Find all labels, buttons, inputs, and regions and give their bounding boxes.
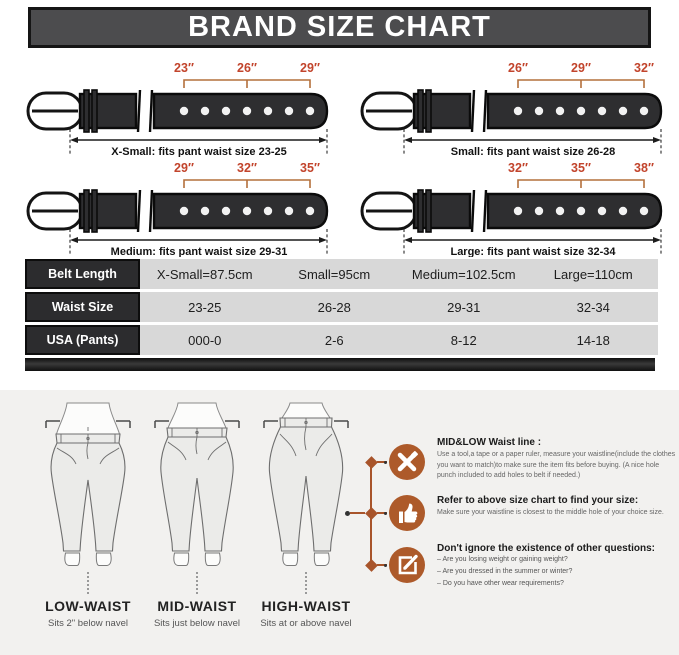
measurement-label: 29″ [300, 61, 320, 75]
belt-illustration [28, 90, 327, 132]
figure-pointer-line [196, 572, 198, 594]
low-waist-jeans-illustration [36, 400, 140, 570]
table-row-belt-length [25, 259, 658, 289]
belt-diagram-small [352, 57, 672, 157]
tip-heading: MID&LOW Waist line : [437, 437, 542, 448]
mid-waist-jeans-illustration [145, 400, 249, 570]
tip-bullet: – Do you have other wear requirements? [437, 579, 564, 587]
row-header: Waist Size [25, 292, 140, 322]
table-cell: Medium=102.5cm [411, 266, 516, 282]
timeline-dot [384, 461, 387, 464]
timeline-left-stub [350, 512, 365, 514]
measurement-label: 32″ [508, 161, 528, 175]
belt-size-label: Large: fits pant waist size 32-34 [450, 246, 616, 257]
timeline-node [365, 559, 378, 572]
belt-diagram-medium [18, 157, 338, 257]
table-cell: Small=95cm [298, 266, 371, 282]
waist-figures [36, 400, 358, 629]
waist-style-description: Sits just below navel [153, 618, 241, 629]
timeline-node [365, 507, 378, 520]
timeline-node [365, 456, 378, 469]
measurement-label: 29″ [174, 161, 194, 175]
thumbs-up-icon [389, 495, 425, 531]
table-cell: Large=110cm [553, 266, 633, 282]
waist-style-description: Sits at or above navel [260, 618, 352, 629]
timeline-dot [345, 511, 350, 516]
figure-high-waist [254, 400, 358, 629]
page-title: BRAND SIZE CHART [188, 11, 491, 43]
belt-illustration [28, 190, 327, 232]
crossed-tools-icon [389, 444, 425, 480]
waist-style-description: Sits 2" below navel [48, 618, 128, 629]
row-header: USA (Pants) [25, 325, 140, 355]
table-cell: 14-18 [576, 332, 610, 348]
measurement-label: 26″ [237, 61, 257, 75]
table-cell: 2-6 [324, 332, 344, 348]
tip-bullet: – Are you losing weight or gaining weight? [437, 556, 568, 563]
measurement-bracket [518, 80, 644, 88]
timeline-dot [384, 564, 387, 567]
measurement-label: 38″ [634, 161, 654, 175]
tip-bullets [437, 554, 677, 590]
row-header: Belt Length [25, 259, 140, 289]
belt-diagram-large [352, 157, 672, 257]
table-row-usa-pants [25, 325, 658, 355]
table-cell: 29-31 [447, 299, 481, 315]
table-cell: 8-12 [450, 332, 477, 348]
figure-pointer-line [87, 572, 89, 594]
measurement-label: 35″ [300, 161, 320, 175]
tip-heading: Don't ignore the existence of other questions: [437, 543, 655, 554]
table-cell: 000-0 [188, 332, 222, 348]
belt-illustration [362, 190, 661, 232]
table-cell: X-Small=87.5cm [156, 266, 253, 282]
tip-other-questions [437, 543, 677, 590]
tip-bullet: – Are you dressed in the summer or winter? [437, 567, 573, 575]
measurement-label: 23″ [174, 61, 194, 75]
table-cell: 32-34 [576, 299, 610, 315]
measurement-label: 32″ [237, 161, 257, 175]
figure-low-waist [36, 400, 140, 629]
belt-size-label: Medium: fits pant waist size 29-31 [110, 246, 288, 257]
belt-size-label: Small: fits pant waist size 26-28 [450, 146, 616, 157]
waist-style-label: MID-WAIST [157, 598, 237, 614]
belt-size-label: X-Small: fits pant waist size 23-25 [111, 146, 287, 157]
table-cell: 23-25 [188, 299, 222, 315]
table-row-waist-size [25, 292, 658, 322]
waist-style-label: HIGH-WAIST [261, 598, 351, 614]
tip-heading: Refer to above size chart to find your size: [437, 495, 639, 506]
belt-illustration [362, 90, 661, 132]
measurement-label: 26″ [508, 61, 528, 75]
figure-pointer-line [305, 572, 307, 594]
tip-body: Use a tool,a tape or a paper ruler, measure your waistline(include the clothes you want to match)to make sure the item fits before buying. (A nice hole punch included to add holes to belt if needed.) [437, 451, 676, 479]
tip-refer-size-chart [437, 495, 677, 519]
measurement-bracket [184, 180, 310, 188]
table-cell: 26-28 [317, 299, 351, 315]
tip-mid-low-waist [437, 437, 677, 482]
belt-diagram-x-small [18, 57, 338, 157]
waist-style-label: LOW-WAIST [45, 598, 131, 614]
timeline-dot [384, 512, 387, 515]
measurement-bracket [184, 80, 310, 88]
tip-body: Make sure your waistline is closest to the middle hole of your choice size. [437, 509, 664, 516]
high-waist-jeans-illustration [254, 400, 358, 570]
measurement-label: 29″ [571, 61, 591, 75]
measurement-bracket [518, 180, 644, 188]
waist-guide-section [0, 390, 679, 655]
measurement-label: 35″ [571, 161, 591, 175]
figure-mid-waist [145, 400, 249, 629]
title-banner [28, 7, 651, 48]
tips-panel [345, 425, 679, 625]
edit-icon [389, 547, 425, 583]
section-divider [25, 358, 655, 371]
measurement-label: 32″ [634, 61, 654, 75]
